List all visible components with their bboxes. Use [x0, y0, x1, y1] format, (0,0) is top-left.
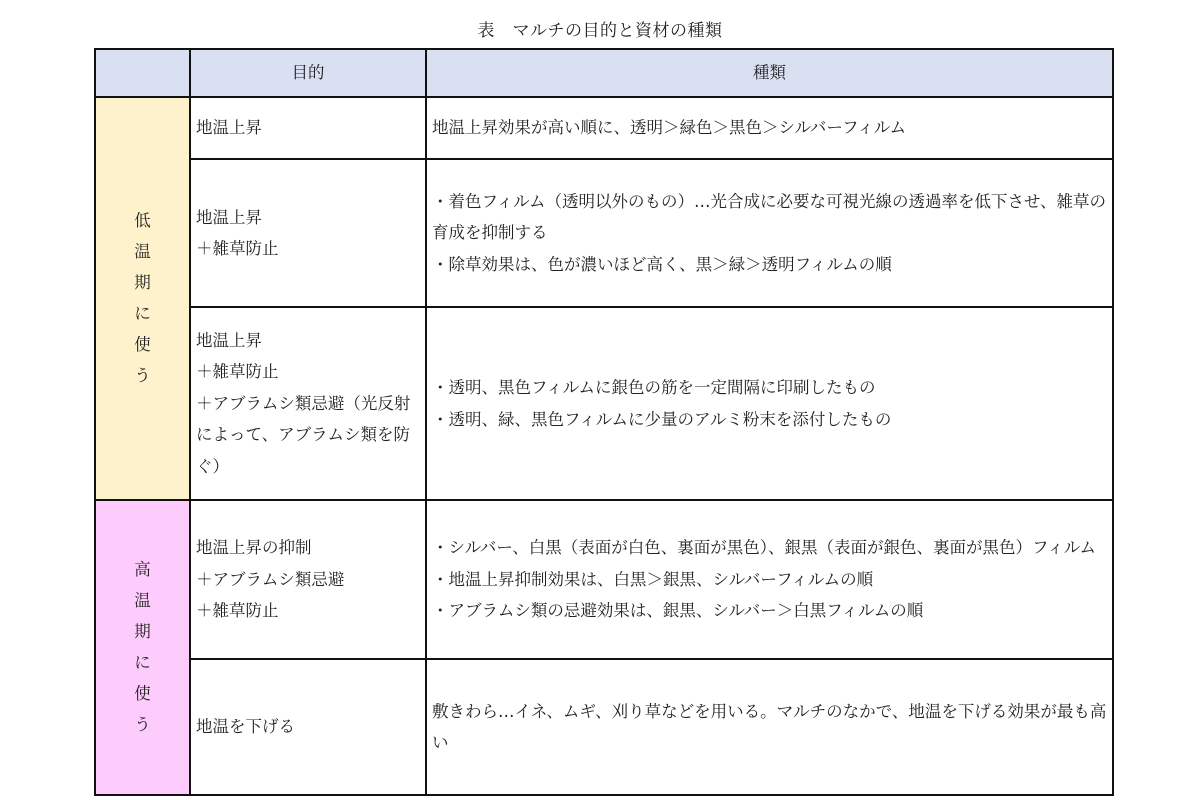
table-title: 表 マルチの目的と資材の種類 [477, 21, 723, 41]
purpose-cell [190, 97, 426, 159]
purpose-line: 地温上昇 [196, 330, 262, 350]
types-cell [426, 97, 1113, 159]
types-line: 地温上昇効果が高い順に、透明＞緑色＞黒色＞シルバーフィルム [432, 118, 907, 138]
purpose-line: 地温上昇 [196, 207, 262, 227]
types-line: ・地温上昇抑制効果は、白黒＞銀黒、シルバーフィルムの順 [432, 569, 874, 589]
period-cell-low [95, 97, 190, 500]
types-cell [426, 659, 1113, 795]
period-label-low: 低温期に使う [134, 211, 151, 386]
purpose-cell [190, 307, 426, 500]
types-line: 敷きわら…イネ、ムギ、刈り草などを用いる。マルチのなかで、地温を下げる効果が最も高い [432, 701, 1107, 752]
types-line: ・透明、黒色フィルムに銀色の筋を一定間隔に印刷したもの [432, 378, 876, 397]
purpose-line: 地温上昇の抑制 [196, 538, 312, 558]
table-row [95, 307, 1113, 500]
period-cell-high [95, 500, 190, 795]
types-cell [426, 500, 1113, 659]
period-label-high: 高温期に使う [134, 560, 151, 735]
table-row [95, 97, 1113, 159]
purpose-line: ＋アブラムシ類忌避（光反射によって、アブラムシ類を防ぐ） [196, 393, 411, 476]
types-line: ・シルバー、白黒（表面が白色、裏面が黒色）、銀黒（表面が銀色、裏面が黒色）フィルム [432, 538, 1097, 558]
types-cell [426, 159, 1113, 307]
purpose-line: ＋雑草防止 [196, 601, 279, 621]
mulch-table [94, 48, 1114, 796]
purpose-cell [190, 500, 426, 659]
header-purpose: 目的 [190, 49, 426, 97]
purpose-line: 地温上昇 [196, 118, 262, 138]
types-cell [426, 307, 1113, 500]
header-corner-cell [95, 49, 190, 97]
table-row [95, 659, 1113, 795]
table-header-row [95, 49, 1113, 97]
table-row [95, 159, 1113, 307]
header-types: 種類 [426, 49, 1113, 97]
purpose-cell [190, 659, 426, 795]
types-line: ・透明、緑、黒色フィルムに少量のアルミ粉末を添付したもの [432, 409, 892, 429]
table-row [95, 500, 1113, 659]
purpose-line: ＋アブラムシ類忌避 [196, 569, 345, 589]
purpose-cell [190, 159, 426, 307]
types-line: ・着色フィルム（透明以外のもの）…光合成に必要な可視光線の透過率を低下させ、雑草の育成を抑制する [432, 191, 1107, 243]
types-line: ・除草効果は、色が濃いほど高く、黒＞緑＞透明フィルムの順 [432, 254, 892, 274]
purpose-line: ＋雑草防止 [196, 239, 279, 258]
purpose-line: 地温を下げる [196, 717, 295, 737]
purpose-line: ＋雑草防止 [196, 362, 279, 382]
types-line: ・アブラムシ類の忌避効果は、銀黒、シルバー＞白黒フィルムの順 [432, 601, 924, 621]
